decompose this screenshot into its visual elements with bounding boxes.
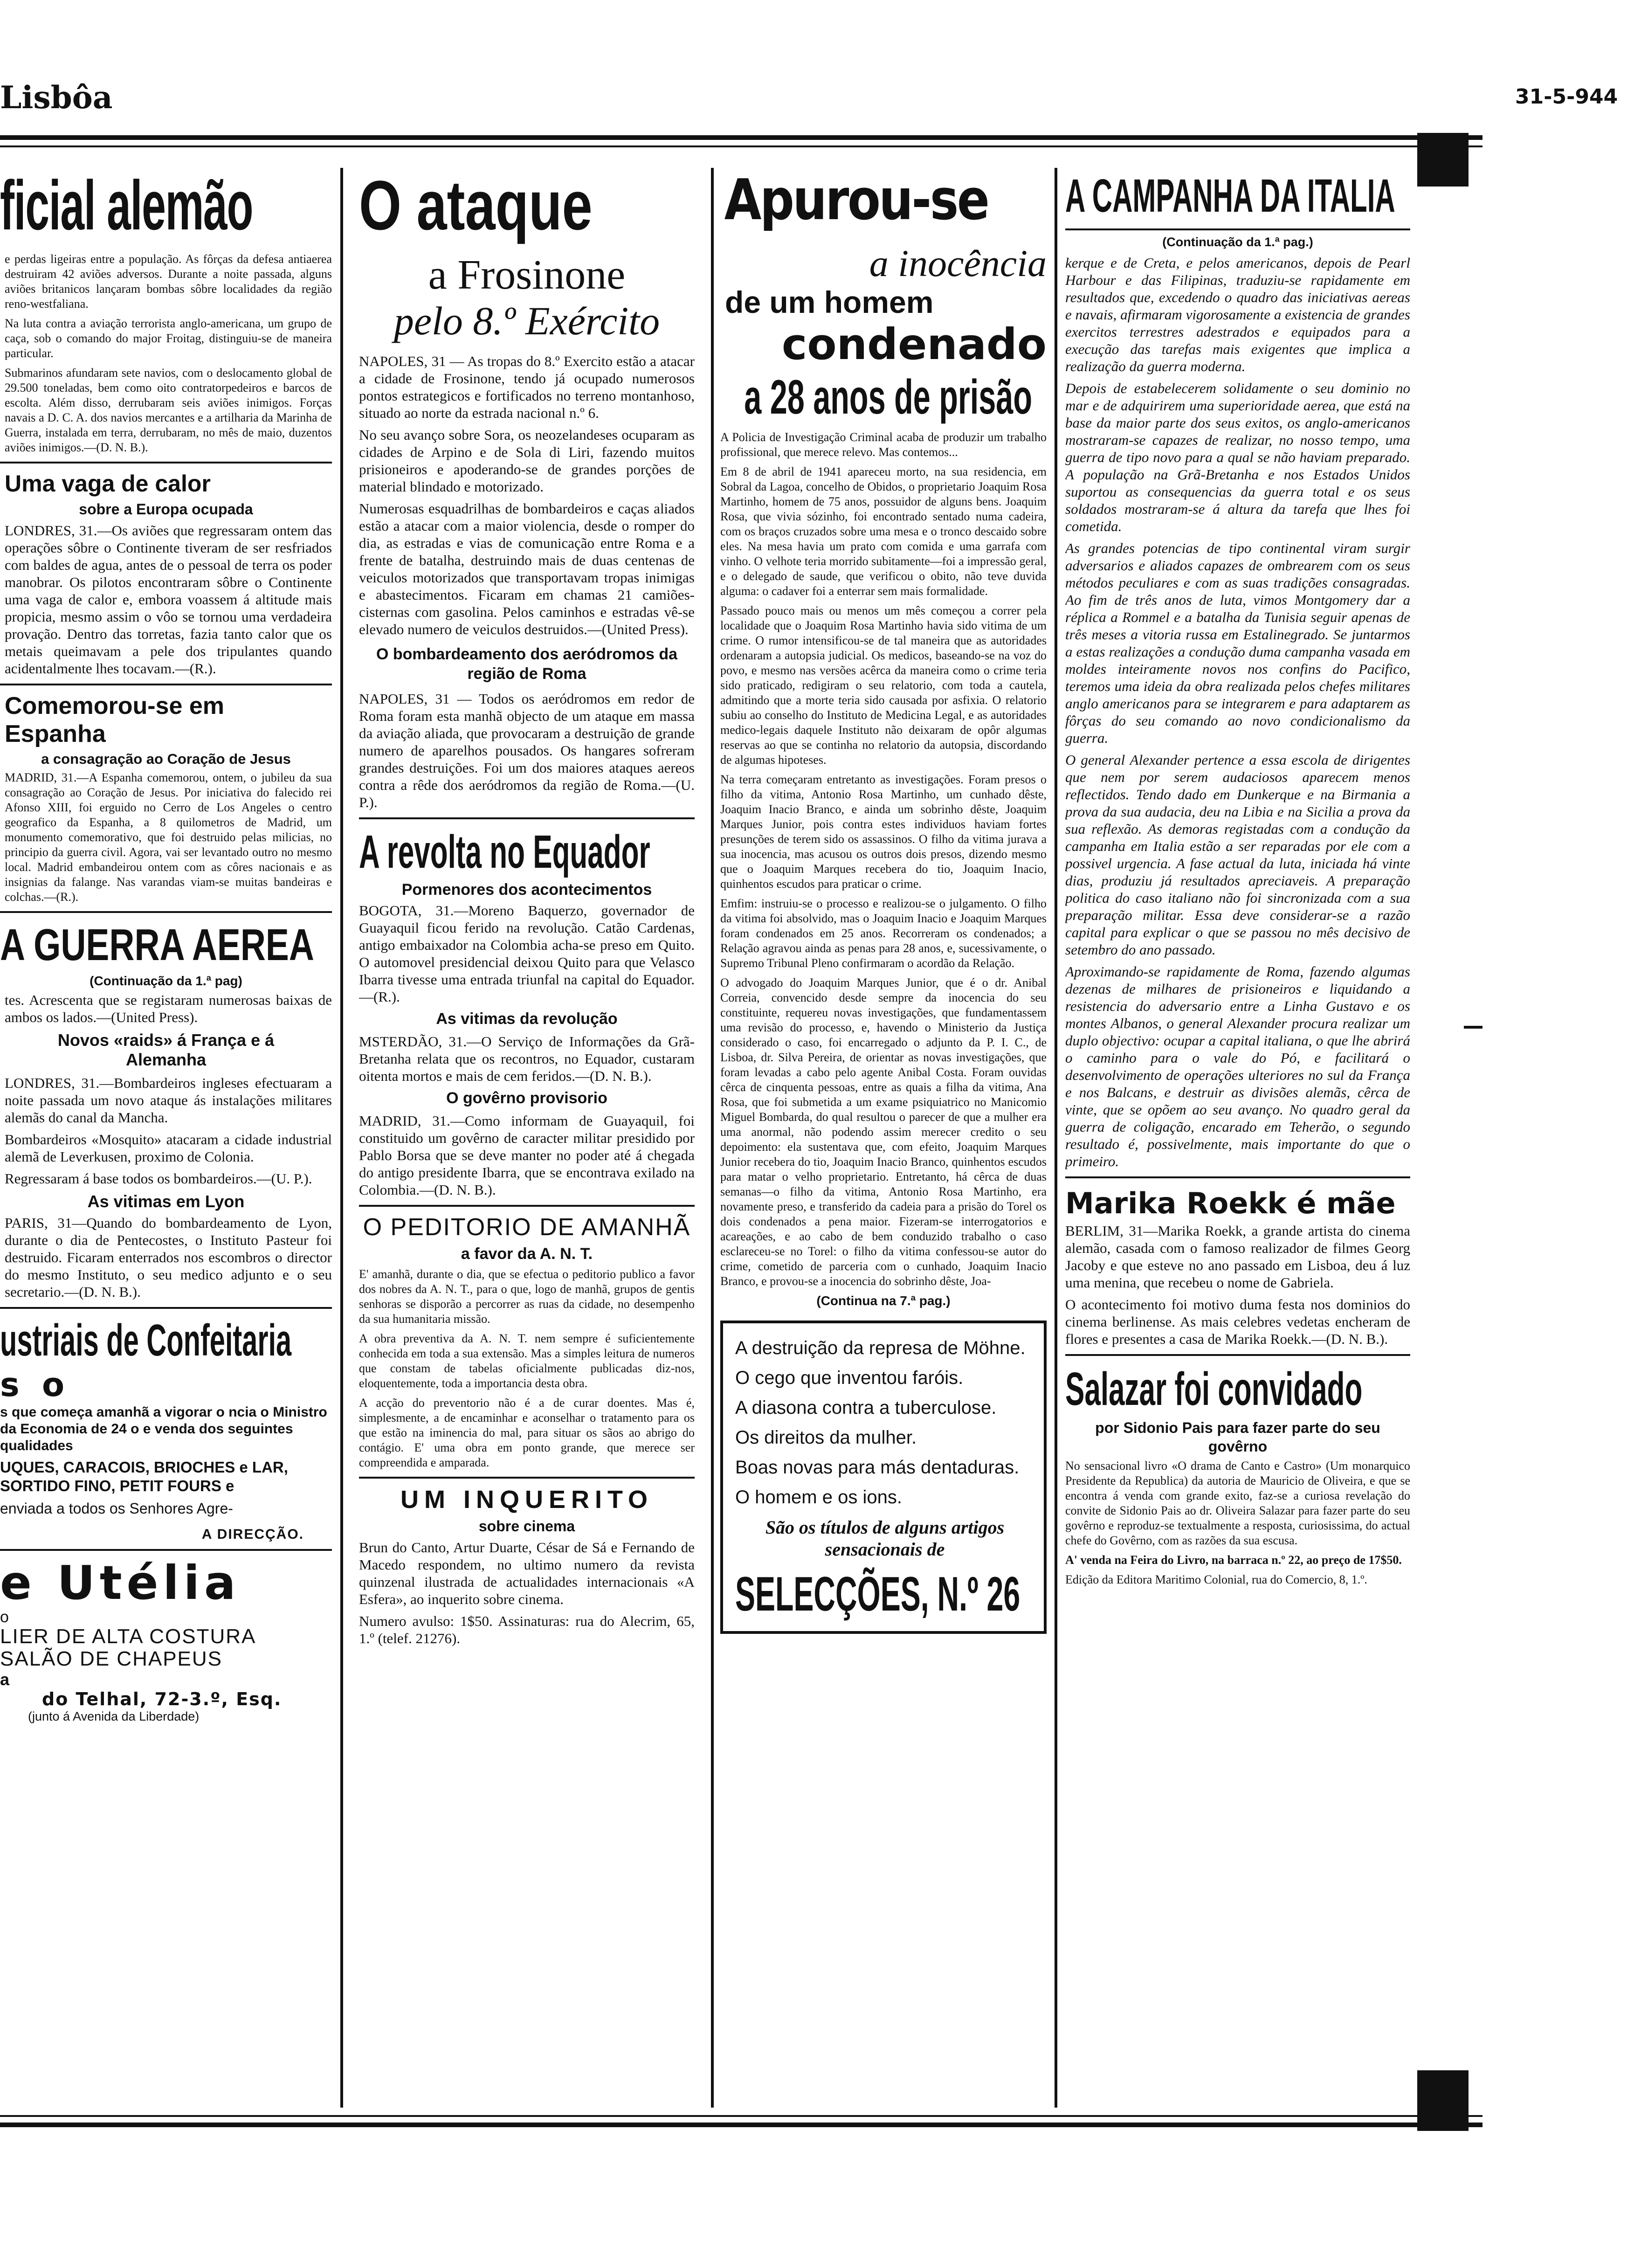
equador-text: BOGOTA, 31.—Moreno Baquerzo, governador de Guayaquil ficou ferido na revolução. Catão Cardenas, antigo embaixador na Colombia acha-se preso em Quito. O automovel presidencial deixou Quito para que Velasco Ibarra tivesse uma entrada triunfal na capital do Equador.—(R.). — [359, 902, 695, 1005]
ad-ref: (junto á Avenida da Liberdade) — [28, 1709, 200, 1723]
ad-line: o — [0, 1608, 9, 1626]
selecoes-item: O homem e os ions. — [735, 1487, 902, 1507]
inquerito-title: UM INQUERITO — [400, 1486, 653, 1514]
salazar-title: Salazar foi convidado — [1065, 1363, 1363, 1415]
ad-address: do Telhal, 72-3.º, Esq. — [42, 1689, 282, 1709]
equador-subtitle: Pormenores dos acontecimentos — [401, 881, 652, 899]
col4-cont: (Continuação da 1.ª pag.) — [1162, 235, 1313, 249]
victims-text: MSTERDÃO, 31.—O Serviço de Informações da Grã-Bretanha relata que os recontros, no Equador, custaram oitenta mortos e mais de cem feridos.—(D. N. B.). — [359, 1033, 695, 1084]
raids-title: Novos «raids» á França e á Alemanha — [57, 1030, 275, 1069]
col4-headline: A CAMPANHA DA ITALIA — [1065, 170, 1395, 222]
masthead-city: Lisbôa — [0, 79, 113, 116]
inquerito-subtitle: sobre cinema — [478, 1518, 575, 1535]
col3-paragraph: Na terra começaram entretanto as investigações. Foram presos o filho da vitima, Antonio Rosa Martinho, um cunhado dêste, Joaquim Inacio Branco, e ainda um sobrinho dêste, Joaquim Marques Junior, pois contra estes individuos haviam fortes presunções de terem sido os assassinos. O filho da vitima jurava a sua inocencia, mas acusou os outros dois presos, dizendo mesmo que o Joaquim Marques recebera do tio, Joaquim Inacio, quinhentos escudos para praticar o crime. — [720, 773, 1047, 891]
col2-paragraph: Numerosas esquadrilhas de bombardeiros e caças aliados estão a atacar com a maior violencia, desde o romper do dia, as estradas e vias de comunicação entre Roma e a frente de batalha, destruindo mais de duas centenas de veiculos motorizados que transportavam tropas inimigas e abastecimentos. Ficaram em chamas 21 camiões-cisternas com gasolina. Pelos caminhos e estradas vê-se elevado numero de veiculos destruidos.—(United Press). — [359, 500, 695, 637]
lyon-title: As vitimas em Lyon — [87, 1192, 245, 1211]
confeitaria-send: enviada a todos os Senhores Agre- — [0, 1500, 233, 1517]
col4-paragraph: Depois de estabelecerem solidamente o seu dominio no mar e de adquirirem uma superioridade aerea, que está na base da maior parte dos seus exitos, os anglo-americanos mostraram-se capazes de realizar, no nosso tempo, uma guerra de tipo novo para a qual se não haviam preparado. A população na Grã-Bretanha e nos Estados Unidos suportou as consequencias da guerra total e os seus soldados mostraram-se á altura da tarefa que lhes foi cometida. — [1065, 380, 1410, 534]
salazar-subtitle: por Sidonio Pais para fazer parte do seu govêrno — [1095, 1419, 1380, 1455]
col4-paragraph: Aproximando-se rapidamente de Roma, fazendo algumas dezenas de milhares de prisioneiros e liquidando a resistencia do adversario entre a Linha Gustavo e os montes Albanos, o general Alexander procura realizar um duplo objectivo: ocupar a capital italiana, o que lhe abrirá o caminho para o vale do Pó, e facilitará o desenvolvimento de operações ulteriores no sul da França e nos Balcans, e destruir as divisões alemãs, cêrca de vinte, que se opõem ao seu avanço. No quadro geral da guerra de coligação, encarado em Teherão, o segundo resultado é, possivelmente, mais importante do que o primeiro. — [1065, 963, 1410, 1169]
heat-subtitle: sobre a Europa ocupada — [79, 501, 253, 518]
peditorio-title: O PEDITORIO DE AMANHÃ — [363, 1214, 691, 1241]
col3-paragraph: O advogado do Joaquim Marques Junior, que é o dr. Anibal Correia, convencido desde sempre da inocencia do seu constituinte, requereu novas investigações, que fundamentassem uma revisão do processo, e, havendo o Ministerio da Justiça considerado o caso, foi encarregado o adjunto da P. I. C., de Lisboa, dr. Silva Pereira, de orientar as novas investigações, que foram levadas a cabo pelo agente Anibal Costa. Foram ouvidas cêrca de cinquenta pessoas, entre as quais a filha da vitima, Ana Rosa, que foi submetida a um exame psiquiatrico no Manicomio Miguel Bombarda, do qual resultou o parecer de que a mulher era uma anormal, não podendo assim merecer credito o seu depoimento: ela sustentava que, com efeito, Joaquim Marques Junior recebera do tio, Joaquim Inacio Branco, quinhentos escudos para matar o velho proprietario. Entretanto, há cêrca de duas semanas—o filho da vitima, Antonio Rosa Martinho, era novamente preso, e transferido da cadeia para a prisão do Torel os dois condenados a pena maior. Fizeram-se interrogatorios e acareações, e ao cabo de bem conduzido trabalho o caso esclareceu-se no Torel: o filho da vitima confessou-se autor do crime, cometido de parceria com o cunhado, Joaquim Inacio Branco, e provou-se a inocencia do sobrinho dêste, Joa- — [720, 976, 1047, 1288]
ad-name: e Utélia — [0, 1556, 241, 1610]
air-war-text: tes. Acrescenta que se registaram numerosas baixas de ambos os lados.—(United Press). — [5, 992, 332, 1025]
raids-text: LONDRES, 31.—Bombardeiros ingleses efectuaram a noite passada um novo ataque ás instalações militares alemãs do canal da Mancha. — [5, 1075, 332, 1126]
marika-text: BERLIM, 31—Marika Roekk, a grande artista do cinema alemão, casada com o famoso realizador de filmes Georg Jacoby e que esteve no ano passado em Lisboa, deu á luz uma menina, que recebeu o nome de Gabriela. — [1065, 1223, 1410, 1291]
equador-title: A revolta no Equador — [359, 826, 650, 878]
col3-sub3: condenado — [781, 319, 1047, 369]
victims-title: As vitimas da revolução — [436, 1010, 618, 1028]
col4-paragraph: O general Alexander pertence a essa escola de dirigentes que nem por serem audaciosos aparecem menos reflectidos. Tendo dado em Dunkerque e na Birmania a prova da sua audacia, deu na Libia e na Sicilia a prova da sua reflexão. As demoras registadas com a condução da campanha em Italia estão a ser reparadas por ele com a possivel urgencia. A fase actual da luta, iniciada há vinte dias, produziu já resultados apreciaveis. A preparação politica do caso italiano não foi sincronizada com a sua preparação militar. Essa deve considerar-se a razão capital para explicar o que se passou no mês decisivo de setembro do ano passado. — [1065, 752, 1410, 958]
air-war-title: A GUERRA AEREA — [0, 920, 314, 970]
column-4 — [1065, 168, 1410, 2108]
column-1 — [0, 168, 332, 2108]
masthead-rule — [0, 135, 1482, 140]
raids-text: Regressaram á base todos os bombardeiros.—(U. P.). — [5, 1170, 312, 1187]
selecoes-item: O cego que inventou faróis. — [735, 1368, 964, 1388]
col2-sub2: pelo 8.º Exército — [393, 298, 660, 343]
salazar-edition: Edição da Editora Maritimo Colonial, rua do Comercio, 8, 1.º. — [1065, 1573, 1367, 1586]
column-rule — [1055, 168, 1057, 2108]
column-3 — [720, 168, 1047, 2108]
column-rule — [711, 168, 714, 2108]
col3-paragraph: Em 8 de abril de 1941 apareceu morto, na sua residencia, em Sobral da Lagoa, concelho de Obidos, o proprietario Joaquim Rosa Martinho, homem de 75 anos, possuidor de alguns bens. Joaquim Rosa, que vivia sózinho, foi encontrado sentado numa cadeira, com os braços cruzados sobre uma mesa e o tronco descaido sobre eles. Na mesa havia um prato com comida e uma garrafa com vinho. O velhote teria morrido subitamente—foi a impressão geral, e o delegado de saude, que verificou o obito, não teve duvida alguma: o cadaver foi a enterrar sem mais formalidade. — [720, 465, 1047, 598]
heat-title: Uma vaga de calor — [5, 470, 211, 497]
raids-text: Bombardeiros «Mosquito» atacaram a cidade industrial alemã de Leverkusen, proximo de Colonia. — [5, 1131, 332, 1165]
selecoes-item: A destruição da represa de Möhne. — [735, 1338, 1026, 1358]
bomb-title: O bombardeamento dos aeródromos da região de Roma — [376, 645, 678, 683]
inquerito-text: Brun do Canto, Artur Duarte, César de Sá e Fernando de Macedo respondem, no ultimo numero da revista quinzenal ilustrada de actualidades internacionais «A Esfera», ao inquerito sobre cinema. — [359, 1539, 695, 1607]
col1-intro-paragraph: Submarinos afundaram sete navios, com o deslocamento global de 29.500 toneladas, bem como oito contratorpedeiros e barcos de escolta. Além disso, derrubaram seis aviões inimigos. Forças navais a D. C. A. dos navios mercantes e a artilharia da Marinha de Guerra, instalada em terra, derrubaram, no mês de maio, duzentos aviões inimigos.—(D. N. B.). — [5, 366, 332, 454]
selecoes-item: Os direitos da mulher. — [735, 1427, 917, 1448]
col4-paragraph: As grandes potencias de tipo continental viram surgir adversarios e aliados capazes de ombrearem com os seus métodos peculiares e com as suas tradições consagradas. Ao fim de três anos de luta, vimos Montgomery dar a réplica a Rommel e a batalha da Tunisia seguir apenas de três meses a vitoria russa em Estalinegrado. Se juntarmos a estas realizações a condução duma campanha vasada em moldes inteiramente novos nos confins do Pacifico, teremos uma ideia da obra realizada pelos chefes militares anglo americanos para se integrarem e para adaptarem as fôrças do seu comando ao novo condicionalismo da guerra. — [1065, 540, 1410, 746]
selecoes-tagline: sensacionais de — [825, 1539, 945, 1560]
salazar-sale: A' venda na Feira do Livro, na barraca n.º 22, ao preço de 17$50. — [1065, 1553, 1402, 1567]
col1-intro-paragraph: e perdas ligeiras entre a população. As fôrças da defesa antiaerea destruiram 42 aviões adversos. Durante a noite passada, alguns aviões britanicos lançaram bombas sôbre localidades da região reno-westfaliana. — [5, 252, 332, 311]
column-rule — [340, 168, 343, 2108]
spain-title: Comemorou-se em Espanha — [5, 692, 224, 747]
peditorio-paragraph: A acção do preventorio não é a de curar doentes. Mas é, simplesmente, a de encaminhar e aconselhar o tratamento para os que estão na iminencia do mal, para situar os sãos ao abrigo do contágio. E' uma obra em ponto grande, que merece ser compreendida e amparada. — [359, 1396, 695, 1469]
col3-paragraph: A Policia de Investigação Criminal acaba de produzir um trabalho profissional, que merece relevo. Mas contemos... — [720, 430, 1047, 459]
column-2 — [359, 168, 695, 2108]
confeitaria-items: UQUES, CARACOIS, BRIOCHES e LAR, SORTIDO FINO, PETIT FOURS e — [0, 1459, 288, 1494]
col3-sub2: de um homem — [725, 285, 934, 319]
edge-bar-bottom — [1417, 2070, 1469, 2131]
gov-title: O govêrno provisorio — [446, 1089, 607, 1107]
heat-text: LONDRES, 31.—Os aviões que regressaram ontem das operações sôbre o Continente tiveram de ser resfriados com baldes de agua, antes de o pessoal de terra os poder manobrar. Os pilotos encontraram sôbre o Continente uma vaga de calor e, embora voassem á altitude mais propicia, mesmo assim o vôo se tornou uma verdadeira provação. Dentro das torretas, fazia tanto calor que os metais queimavam a pele dos tripulantes quando acidentalmente lhes tocavam.—(R.). — [5, 522, 332, 677]
confeitaria-sign: A DIRECÇÃO. — [201, 1527, 304, 1542]
masthead-date: 31-5-944 — [1515, 85, 1618, 109]
col2-paragraph: NAPOLES, 31 — As tropas do 8.º Exercito estão a atacar a cidade de Frosinone, tendo já ocupado numerosos pontos estrategicos e fortificados no terreno montanhoso, situado ao norte da estrada nacional n.º 6. — [359, 353, 695, 421]
col3-sub4: a 28 anos de prisão — [744, 370, 1032, 424]
col1-intro-paragraph: Na luta contra a aviação terrorista anglo-americana, um grupo de caça, sob o comando do major Froitag, distinguiu-se de maneira particular. — [5, 317, 332, 360]
col3-paragraph: Emfim: instruiu-se o processo e realizou-se o julgamento. O filho da vitima foi absolvido, mas o Joaquim Inacio e Joaquim Marques foram condenados em 25 anos. Recorreram os condenados; a Relação agravou ainda as penas para 28 anos, e, sucessivamente, o Supremo Tribunal Pleno confirmaram o acordão da Relação. — [720, 897, 1047, 970]
spain-subtitle: a consagração ao Coração de Jesus — [41, 751, 291, 767]
col2-sub1: a Frosinone — [428, 252, 626, 298]
salazar-text: No sensacional livro «O drama de Canto e Castro» (Um monarquico Presidente da Republica) da autoria de Mauricio de Oliveira, e que se encontra á venda com grande exito, faz-se a curiosa revelação do convite de Sidonio Pais ao dr. Oliveira Salazar para fazer parte do seu govêrno e reproduz-se textualmente a resposta, curiosissima, do actual chefe do Govêrno, com as razões da sua escusa. — [1065, 1459, 1410, 1547]
inquerito-price: Numero avulso: 1$50. Assinaturas: rua do Alecrim, 65, 1.º (telef. 21276). — [359, 1613, 695, 1646]
selecoes-item: Boas novas para más dentaduras. — [735, 1457, 1020, 1478]
col1-headline: ficial alemão — [0, 168, 253, 244]
ad-line: SALÃO DE CHAPEUS — [0, 1647, 223, 1670]
confeitaria-big: s o — [0, 1366, 70, 1404]
selecoes-tagline: São os títulos de alguns artigos — [765, 1517, 1005, 1538]
peditorio-paragraph: A obra preventiva da A. N. T. nem sempre é suficientemente conhecida em toda a sua extensão. Mas a simples leitura de numeros que constam de tabelas oficialmente publicadas diz-nos, eloquentemente, toda a importancia desta obra. — [359, 1332, 695, 1390]
confeitaria-text: s que começa amanhã a vigorar o ncia o Ministro da Economia de 24 o e venda dos seguintes qualidades — [0, 1404, 327, 1453]
confeitaria-title: ustriais de Confeitaria — [0, 1315, 292, 1365]
peditorio-subtitle: a favor da A. N. T. — [461, 1245, 593, 1263]
selecoes-item: A diasona contra a tuberculose. — [735, 1397, 997, 1418]
bomb-text: NAPOLES, 31 — Todos os aeródromos em redor de Roma foram esta manhã objecto de um ataque em massa da aviação aliada, que provocaram a destruição de grande numero de aparelhos pousados. Os hangares sofreram grandes destruições. Foi um dos maiores ataques aereos contra a rêde dos aeródromos da região de Roma.—(U. P.). — [359, 691, 695, 810]
col2-paragraph: No seu avanço sobre Sora, os neozelandeses ocuparam as cidades de Arpino e de Sola di Liri, fazendo muitos prisioneiros e apoderando-se de grandes porções de material blindado e motorizado. — [359, 427, 695, 495]
edge-bar-top — [1417, 133, 1469, 187]
ad-line: a — [0, 1670, 10, 1689]
gov-text: MADRID, 31.—Como informam de Guayaquil, foi constituido um govêrno de caracter militar presidido por Pablo Borsa que se deve manter no poder até á chegada do antigo presidente Ibarra, que se encontrava exilado na Colombia.—(D. N. B.). — [359, 1113, 695, 1198]
col3-paragraph: Passado pouco mais ou menos um mês começou a correr pela localidade que o Joaquim Rosa Martinho havia sido vitima de um crime. O rumor intensificou-se de tal maneira que as autoridades ordenaram a autopsia judicial. Os medicos, baseando-se na voz do povo, e mesmo nas versões acêrca da maneira como o crime teria sido praticado, redigiram o seu relatorio, com toda a cautela, admitindo que a morte teria sido causada por asfixia. O relatorio subiu ao conselho do Instituto de Medicina Legal, e as autoridades medico-legais daquele Instituto não deixaram de opôr algumas reservas ao que se continha no relatorio da autopsia, discordando de algumas hipoteses. — [720, 604, 1047, 767]
col2-headline: O ataque — [359, 168, 593, 244]
spain-text: MADRID, 31.—A Espanha comemorou, ontem, o jubileu da sua consagração ao Coração de Jesus. Por iniciativa do falecido rei Afonso XIII, foi erguido no Cerro de Los Angeles o centro geografico da Espanha, a 8 quilometros de Madrid, um monumento comemorativo, que foi destruido pelas milicias, no principio da guerra civil. Agora, vai ser levantado outro no mesmo local. Madrid embandeirou ontem com as côres nacionais e as insignias da falange. Nas varandas viam-se muitas bandeiras e colchas.—(R.). — [5, 771, 332, 904]
ad-line: LIER DE ALTA COSTURA — [0, 1625, 256, 1648]
air-war-cont: (Continuação da 1.ª pag) — [90, 974, 242, 988]
selecoes-brand: SELECÇÕES, N.º 26 — [735, 1567, 1020, 1621]
marika-text: O acontecimento foi motivo duma festa nos dominios do cinema berlinense. As mais celebres vedetas encheram de flores e presentes a casa de Marika Roekk.—(D. N. B.). — [1065, 1296, 1410, 1347]
peditorio-paragraph: E' amanhã, durante o dia, que se efectua o peditorio publico a favor dos nobres da A. N. T., para o que, logo de manhã, grupos de gentis senhoras se disporão a percorrer as ruas da cidade, no desempenho da sua humanitaria missão. — [359, 1267, 695, 1326]
col4-paragraph: kerque e de Creta, e pelos americanos, depois de Pearl Harbour e das Filipinas, traduziu-se rapidamente em resultados que, excedendo o quadro das iniciativas aereas e navais, afirmaram vigorosamente a existencia de grandes exercitos terrestres adestrados e equipados para a execução das tarefas mais exigentes que implica a realização da guerra moderna. — [1065, 255, 1410, 374]
selecoes-box — [720, 1321, 1047, 1634]
col3-headline: Apurou-se — [724, 168, 988, 233]
marika-title: Marika Roekk é mãe — [1065, 1186, 1396, 1220]
col3-continua: (Continua na 7.ª pag.) — [816, 1293, 951, 1308]
col3-sub1: a inocência — [869, 242, 1047, 284]
lyon-text: PARIS, 31—Quando do bombardeamento de Lyon, durante o dia de Pentecostes, o Instituto Pasteur foi destruido. Ficaram enterrados nos escombros o director do mesmo Instituto, o seu medico adjunto e o seu secretario.—(D. N. B.). — [5, 1215, 332, 1300]
